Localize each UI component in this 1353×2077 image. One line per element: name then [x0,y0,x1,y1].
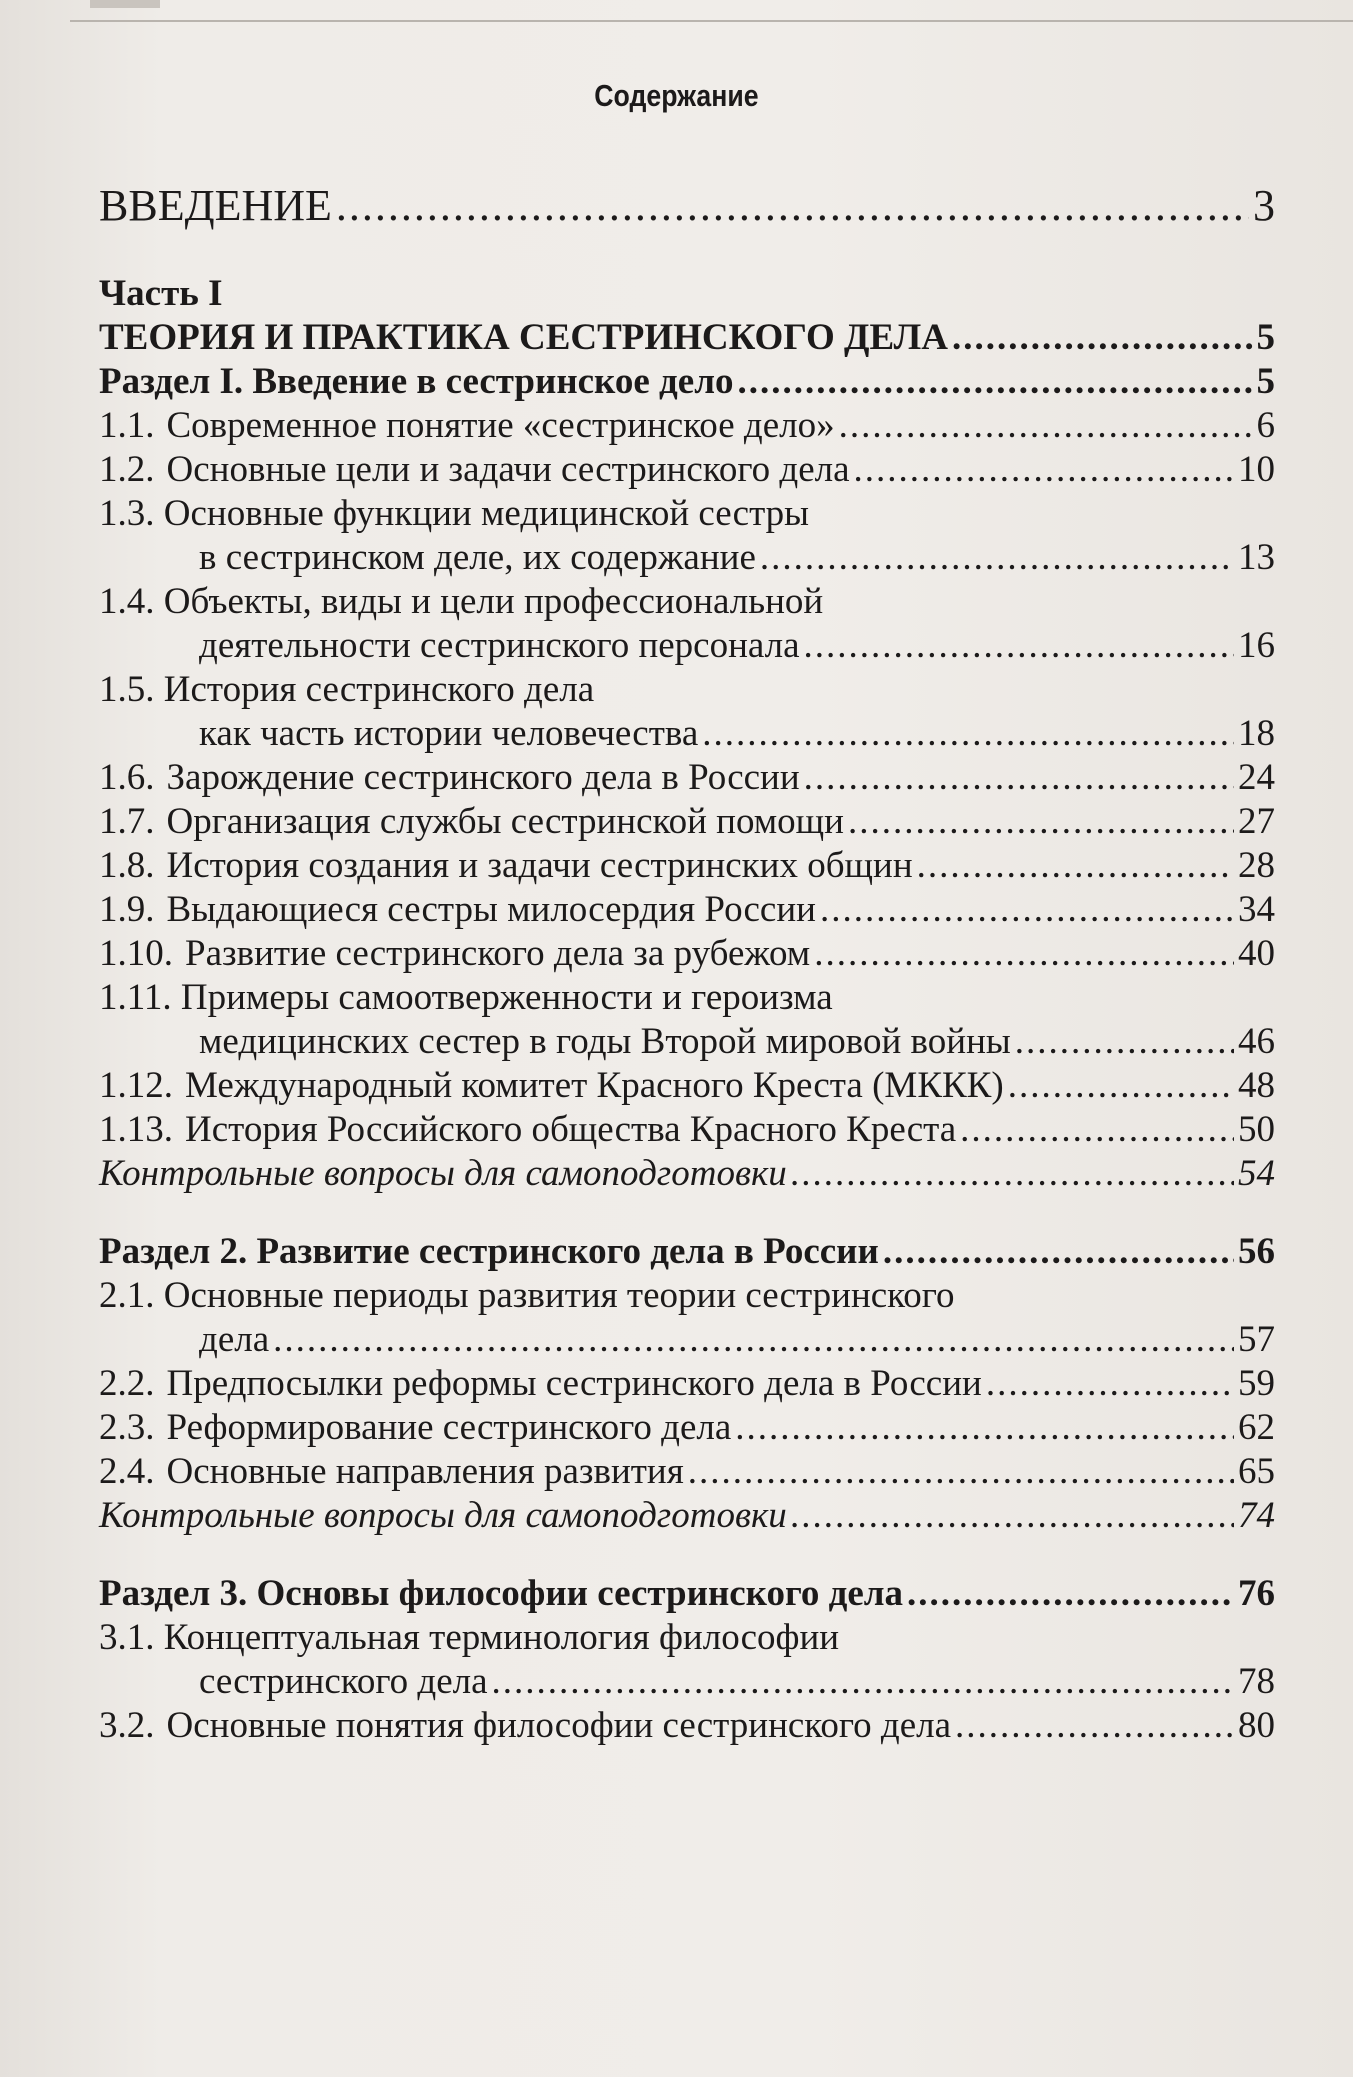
toc-entry [99,1064,1275,1108]
entry-title: Развитие сестринского дела за рубежом [185,933,811,974]
section-page: 56 [1238,1231,1275,1272]
entry-title: Объекты, виды и цели профессиональной [163,581,824,622]
dot-leader [688,1450,1234,1494]
intro-title: ВВЕДЕНИЕ [99,181,332,230]
dot-leader [839,404,1253,448]
entry-title: Концептуальная терминология философии [163,1617,840,1658]
entry-title: Основные направления развития [166,1451,684,1492]
dot-leader [336,180,1249,232]
entry-title: Примеры самоотверженности и героизма [180,977,833,1018]
dot-leader [804,624,1234,668]
entry-page: 34 [1238,889,1275,930]
entry-page: 28 [1238,845,1275,886]
entry-title: Современное понятие «сестринское дело» [166,405,835,446]
entry-title-cont: сестринского дела [199,1661,488,1702]
entry-title: История создания и задачи сестринских общин [166,845,913,886]
entry-title: Основные функции медицинской сестры [163,493,810,534]
toc-entry [99,1616,1275,1660]
toc-entry [99,888,1275,932]
entry-number: 1.10. [99,933,173,974]
toc-entry-continuation [99,624,1275,668]
entry-page: 57 [1238,1319,1275,1360]
part-label: Часть I [99,273,223,314]
entry-title: Зарождение сестринского дела в России [166,757,800,798]
entry-page: 18 [1238,713,1275,754]
dot-leader [791,1152,1234,1196]
entry-number: 1.7. [99,801,155,842]
dot-leader [735,1406,1234,1450]
entry-number: 1.13. [99,1109,173,1150]
toc-entry [99,1362,1275,1406]
table-of-contents [99,180,1275,1748]
dot-leader [952,316,1253,360]
toc-entry [99,844,1275,888]
entry-page: 59 [1238,1363,1275,1404]
toc-entry-continuation [99,1318,1275,1362]
toc-entry-questions [99,1152,1275,1196]
entry-title: Международный комитет Красного Креста (МККК) [185,1065,1004,1106]
toc-entry [99,580,1275,624]
entry-title-cont: медицинских сестер в годы Второй мировой войны [199,1021,1011,1062]
toc-entry [99,404,1275,448]
dot-leader [907,1572,1234,1616]
entry-number: 1.9. [99,889,155,930]
dot-leader [492,1660,1234,1704]
questions-title: Контрольные вопросы для самоподготовки [99,1495,787,1536]
dot-leader [820,888,1234,932]
entry-title: Основные цели и задачи сестринского дела [166,449,850,490]
header-rule [70,20,1353,22]
entry-number: 1.11. [99,977,172,1018]
dot-leader [737,360,1252,404]
entry-number: 2.3. [99,1407,155,1448]
intro-page: 3 [1253,181,1275,230]
section-page: 76 [1238,1573,1275,1614]
entry-title: Реформирование сестринского дела [166,1407,732,1448]
entry-title: Основные понятия философии сестринского дела [166,1705,952,1746]
part-page: 5 [1256,317,1275,358]
entry-number: 2.4. [99,1451,155,1492]
questions-title: Контрольные вопросы для самоподготовки [99,1153,787,1194]
toc-entry [99,800,1275,844]
dot-leader [848,800,1234,844]
entry-number: 1.5. [99,669,155,710]
contents-heading: Содержание [594,78,759,113]
dot-leader [814,932,1234,976]
dot-leader [960,1108,1234,1152]
entry-number: 1.4. [99,581,155,622]
toc-entry-intro [99,180,1275,232]
entry-number: 1.6. [99,757,155,798]
entry-page: 10 [1238,449,1275,490]
entry-page: 40 [1238,933,1275,974]
entry-number: 1.12. [99,1065,173,1106]
toc-entry [99,448,1275,492]
entry-title: История сестринского дела [163,669,595,710]
dot-leader [917,844,1234,888]
toc-entry [99,1274,1275,1318]
dot-leader [804,756,1234,800]
section-page: 5 [1256,361,1275,402]
entry-title-cont: как часть истории человечества [199,713,699,754]
entry-title: Выдающиеся сестры милосердия России [166,889,816,930]
entry-number: 1.8. [99,845,155,886]
entry-title: Организация службы сестринской помощи [166,801,844,842]
toc-entry-part [99,316,1275,360]
toc-entry-continuation [99,536,1275,580]
entry-number: 3.1. [99,1617,155,1658]
entry-number: 1.3. [99,493,155,534]
part-title: ТЕОРИЯ И ПРАКТИКА СЕСТРИНСКОГО ДЕЛА [99,317,948,358]
entry-page: 13 [1238,537,1275,578]
entry-page: 62 [1238,1407,1275,1448]
entry-number: 1.1. [99,405,155,446]
toc-entry [99,976,1275,1020]
entry-page: 65 [1238,1451,1275,1492]
toc-entry [99,1406,1275,1450]
entry-title-cont: в сестринском деле, их содержание [199,537,756,578]
entry-title-cont: дела [199,1319,270,1360]
entry-page: 16 [1238,625,1275,666]
questions-page: 74 [1238,1495,1275,1536]
entry-page: 46 [1238,1021,1275,1062]
entry-page: 27 [1238,801,1275,842]
questions-page: 54 [1238,1153,1275,1194]
toc-entry [99,756,1275,800]
dot-leader [1015,1020,1234,1064]
dot-leader [702,712,1234,756]
dot-leader [273,1318,1234,1362]
dot-leader [883,1230,1234,1274]
dot-leader [760,536,1234,580]
section-title: Раздел 2. Развитие сестринского дела в России [99,1231,879,1272]
toc-entry [99,1450,1275,1494]
entry-title: История Российского общества Красного Креста [185,1109,957,1150]
header-mark [90,0,160,8]
toc-entry-continuation [99,712,1275,756]
toc-entry-continuation [99,1020,1275,1064]
dot-leader [854,448,1234,492]
toc-entry-continuation [99,1660,1275,1704]
section-title: Раздел I. Введение в сестринское дело [99,361,734,402]
dot-leader [1008,1064,1234,1108]
toc-entry [99,1108,1275,1152]
entry-title: Основные периоды развития теории сестринского [163,1275,955,1316]
toc-entry [99,932,1275,976]
entry-page: 78 [1238,1661,1275,1702]
entry-page: 24 [1238,757,1275,798]
dot-leader [955,1704,1234,1748]
entry-page: 6 [1256,405,1275,446]
toc-entry [99,668,1275,712]
section-title: Раздел 3. Основы философии сестринского дела [99,1573,904,1614]
toc-entry-questions [99,1494,1275,1538]
entry-title: Предпосылки реформы сестринского дела в России [166,1363,982,1404]
toc-entry-section-1 [99,360,1275,404]
entry-title-cont: деятельности сестринского персонала [199,625,800,666]
entry-number: 1.2. [99,449,155,490]
entry-page: 50 [1238,1109,1275,1150]
entry-number: 2.2. [99,1363,155,1404]
toc-entry [99,1704,1275,1748]
entry-number: 2.1. [99,1275,155,1316]
toc-entry-section-3 [99,1572,1275,1616]
entry-page: 48 [1238,1065,1275,1106]
dot-leader [986,1362,1234,1406]
toc-entry-section-2 [99,1230,1275,1274]
entry-number: 3.2. [99,1705,155,1746]
entry-page: 80 [1238,1705,1275,1746]
toc-entry [99,492,1275,536]
dot-leader [791,1494,1234,1538]
